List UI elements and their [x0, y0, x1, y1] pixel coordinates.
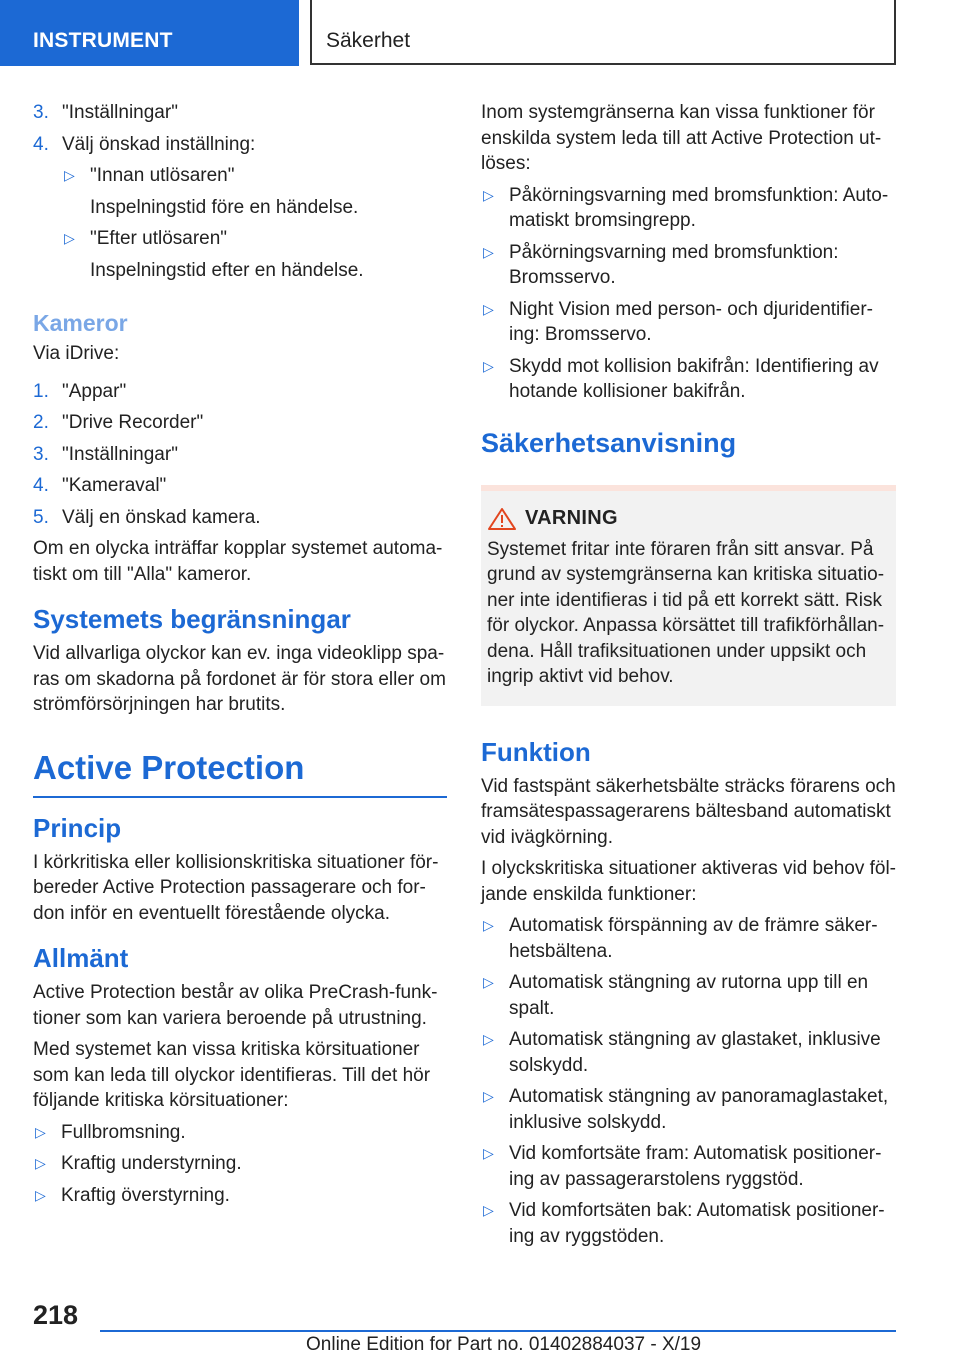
section-label: INSTRUMENT: [33, 29, 173, 52]
list-item: [33, 379, 447, 405]
triangle-right-icon: ▷: [483, 974, 494, 990]
option-description: Inspelningstid före en händelse.: [90, 196, 359, 218]
list-item: [33, 100, 447, 126]
triangle-right-icon: ▷: [35, 1155, 46, 1171]
list-item: [33, 410, 447, 436]
step-text: Välj en önskad kamera.: [62, 506, 261, 528]
triangle-right-icon: ▷: [64, 230, 75, 246]
triangle-right-icon: ▷: [483, 917, 494, 933]
allmant-paragraph-2: Med systemet kan vissa kritiska körsituationer som kan leda till olyckor identifieras. Till det hör följande kritiska körsituationer:: [33, 1039, 431, 1111]
triggers-intro: Inom systemgränserna kan vissa funktioner för enskilda system leda till att Active Protection ut-löses:: [481, 102, 882, 174]
item-text: Vid komfortsäten bak: Automatisk positioner-ing av ryggstöden.: [509, 1200, 885, 1247]
list-item: [33, 442, 447, 468]
limits-text: Vid allvarliga olyckor kan ev. inga videoklipp spa-ras om skadorna på fordonet är för stora eller om strömförsörjningen har brutits.: [33, 643, 446, 715]
page-header: [0, 0, 960, 66]
left-column: [33, 100, 447, 1214]
step-number: 3.: [33, 102, 49, 123]
step-number: 3.: [33, 443, 49, 465]
list-item: [62, 226, 447, 252]
list-item: [33, 1151, 447, 1177]
item-text: Automatisk stängning av glastaket, inklusive solskydd.: [509, 1029, 881, 1076]
page-number: 218: [33, 1300, 79, 1330]
item-text: Skydd mot kollision bakifrån: Identifiering av hotande kollisioner bakifrån.: [509, 355, 879, 402]
item-text: Påkörningsvarning med bromsfunktion: Bromsservo.: [509, 241, 839, 288]
safety-heading: Säkerhetsanvisning: [481, 427, 737, 458]
list-item: [62, 163, 447, 189]
step-text: "Inställningar": [62, 102, 178, 123]
active-protection-heading: Active Protection: [33, 748, 447, 798]
funktion-paragraph-1: Vid fastspänt säkerhetsbälte sträcks förarens och framsätespassagerarens bältesband automatiskt vid ivägkörning.: [481, 775, 896, 848]
list-item: [33, 132, 447, 158]
item-text: Vid komfortsäte fram: Automatisk positioner-ing av passagerarstolens ryggstöd.: [509, 1143, 882, 1190]
step-text: "Kameraval": [62, 475, 167, 496]
step-text: "Inställningar": [62, 443, 178, 465]
steps-list-a: [33, 100, 447, 157]
item-text: Automatisk förspänning av de främre säker-hetsbältena.: [509, 915, 878, 962]
item-text: Påkörningsvarning med bromsfunktion: Auto-matiskt bromsingrepp.: [509, 184, 889, 231]
step-number: 4.: [33, 475, 49, 496]
right-column: [481, 100, 896, 1255]
list-item: [481, 1084, 896, 1135]
list-item: [481, 183, 896, 234]
princip-heading: Princip: [33, 812, 122, 843]
steps-list-b: [33, 379, 447, 531]
chapter-label: Säkerhet: [326, 29, 411, 52]
step-number: 2.: [33, 412, 49, 433]
item-text: Night Vision med person- och djuridentifier-ing: Bromsservo.: [509, 298, 873, 345]
triangle-right-icon: ▷: [483, 357, 494, 374]
warning-header: [487, 507, 888, 531]
section-tab: [0, 0, 299, 66]
step-text: "Drive Recorder": [62, 412, 204, 433]
funktion-heading: Funktion: [481, 736, 591, 767]
list-item: [33, 1120, 447, 1146]
edition-text: Online Edition for Part no. 01402884037 - X/19: [306, 1334, 702, 1355]
list-item: [33, 473, 447, 499]
list-item: [481, 297, 896, 348]
kameror-intro: Via iDrive:: [33, 343, 120, 364]
princip-text: I körkritiska eller kollisionskritiska situationer för-bereder Active Protection passagerare och for-don inför en eventuellt förestående olycka.: [33, 851, 439, 924]
option-label: "Innan utlösaren": [90, 165, 235, 186]
list-item: [33, 505, 447, 531]
option-description: Inspelningstid efter en händelse.: [90, 259, 364, 281]
list-item: [33, 1183, 447, 1209]
situations-list: [33, 1120, 447, 1209]
funktion-paragraph-2: I olyckskritiska situationer aktiveras vid behov föl-jande enskilda funktioner:: [481, 858, 896, 905]
item-text: Kraftig understyrning.: [61, 1153, 242, 1174]
triangle-right-icon: ▷: [483, 1031, 494, 1047]
functions-list: [481, 913, 896, 1249]
warning-triangle-icon: [487, 507, 517, 531]
list-item: [481, 354, 896, 405]
item-text: Fullbromsning.: [61, 1121, 186, 1143]
item-text: Kraftig överstyrning.: [61, 1184, 230, 1206]
options-list: [33, 163, 447, 283]
allmant-paragraph-1: Active Protection består av olika PreCrash-funk-tioner som kan variera beroende på utrustning.: [33, 982, 438, 1029]
chapter-box: [310, 0, 896, 65]
footer-rule: [100, 1330, 896, 1332]
warning-text: Systemet fritar inte föraren från sitt ansvar. På grund av systemgränserna kan kritiska situatio-ner inte identifieras i tid på ett korrekt sätt. Risk för olyckor. Anpassa körsättet till trafikförhållan-dena. Håll trafiksituationen under uppsikt och ingrip aktivt vid behov.: [487, 538, 885, 687]
step-number: 1.: [33, 380, 49, 402]
item-text: Automatisk stängning av panoramaglastaket, inklusive solskydd.: [509, 1086, 889, 1133]
triangle-right-icon: ▷: [64, 167, 75, 183]
kameror-note: Om en olycka inträffar kopplar systemet automa-tiskt om till "Alla" kameror.: [33, 538, 443, 585]
item-text: Automatisk stängning av rutorna upp till en spalt.: [509, 972, 869, 1019]
triangle-right-icon: ▷: [483, 243, 494, 260]
step-text: Välj önskad inställning:: [62, 133, 256, 155]
list-item: [481, 913, 896, 964]
triangle-right-icon: ▷: [483, 1145, 494, 1161]
warning-label: VARNING: [525, 507, 618, 529]
triangle-right-icon: ▷: [35, 1186, 46, 1203]
list-item: [481, 1027, 896, 1078]
kameror-heading: Kameror: [33, 310, 128, 336]
option-label: "Efter utlösaren": [90, 228, 228, 249]
step-number: 5.: [33, 506, 49, 528]
allmant-heading: Allmänt: [33, 943, 129, 973]
warning-box: [481, 491, 896, 706]
triggers-list: [481, 183, 896, 405]
step-number: 4.: [33, 133, 49, 155]
step-text: "Appar": [62, 380, 127, 402]
triangle-right-icon: ▷: [35, 1123, 46, 1140]
list-item: [481, 970, 896, 1021]
triangle-right-icon: ▷: [483, 300, 494, 317]
list-item: [481, 1141, 896, 1192]
triangle-right-icon: ▷: [483, 1202, 494, 1218]
limits-heading: Systemets begränsningar: [33, 604, 351, 634]
triangle-right-icon: ▷: [483, 1088, 494, 1104]
triangle-right-icon: ▷: [483, 186, 494, 203]
list-item: [481, 240, 896, 291]
list-item: [481, 1198, 896, 1249]
